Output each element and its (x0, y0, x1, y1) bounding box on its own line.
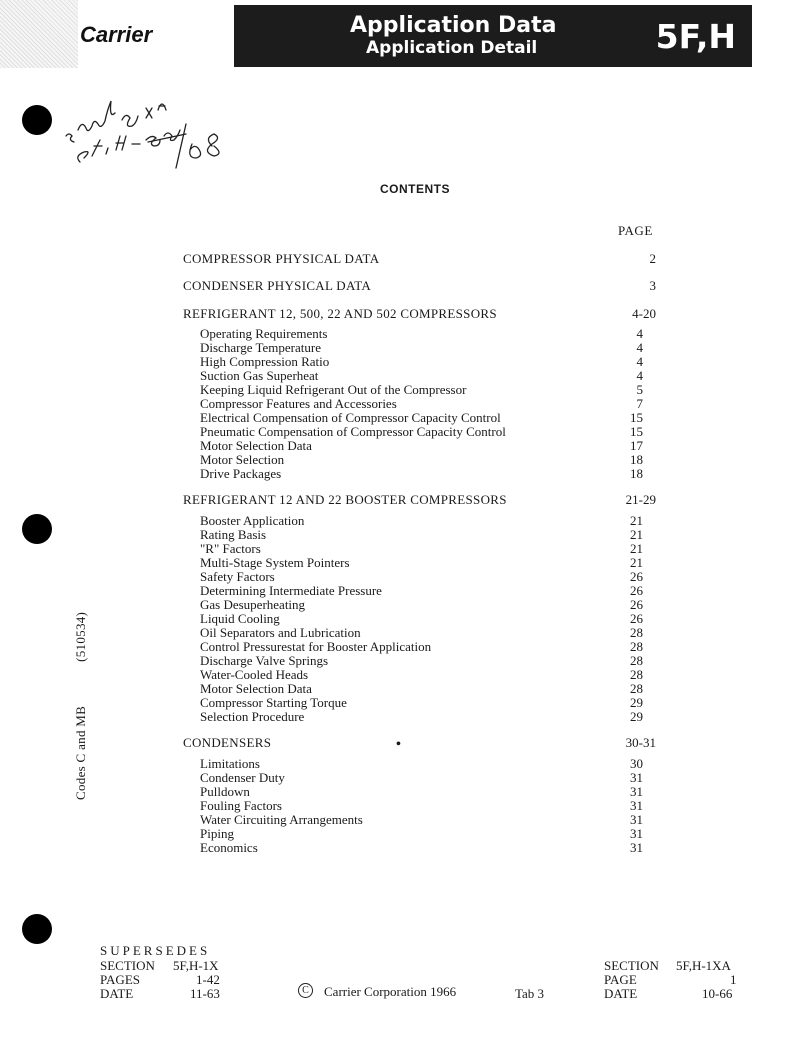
toc-item-page: 26 (630, 611, 643, 626)
footer-left-section-value: 5F,H-1X (173, 958, 219, 973)
toc-item-page: 21 (630, 527, 643, 542)
page-column-header: PAGE (618, 223, 653, 238)
copyright-icon: C (298, 983, 313, 998)
toc-item: Operating Requirements (200, 326, 328, 341)
binder-hole-bottom (22, 914, 52, 944)
toc-item-page: 26 (630, 583, 643, 598)
toc-section-page: 4-20 (632, 306, 656, 321)
toc-section-page: 21-29 (625, 492, 656, 507)
footer-right-section-value: 5F,H-1XA (676, 958, 731, 973)
stray-mark: • (396, 737, 401, 752)
toc-item: High Compression Ratio (200, 354, 330, 369)
contents-title: CONTENTS (380, 182, 450, 196)
toc-item-page: 31 (630, 812, 643, 827)
toc-item-page: 28 (630, 681, 643, 696)
toc-item-page: 21 (630, 513, 643, 528)
toc-item-page: 26 (630, 569, 643, 584)
footer-left-date-label: DATE (100, 986, 134, 1001)
toc-item-page: 4 (636, 340, 643, 355)
toc-item-page: 21 (630, 541, 643, 556)
footer-left-pages-label: PAGES (100, 972, 140, 987)
toc-item: Fouling Factors (200, 798, 282, 813)
toc-item-page: 28 (630, 653, 643, 668)
margin-codes: Codes C and MB (73, 705, 88, 800)
footer-right-page-label: PAGE (604, 972, 637, 987)
toc-item: "R" Factors (200, 541, 261, 556)
toc-item: Water Circuiting Arrangements (200, 812, 363, 827)
toc-item-page: 29 (630, 695, 643, 710)
toc-section-page: 3 (649, 278, 656, 293)
toc-section-page: 30-31 (625, 735, 656, 750)
margin-number: (510534) (73, 611, 88, 662)
toc-item: Compressor Starting Torque (200, 695, 347, 710)
supersedes-label: SUPERSEDES (100, 943, 211, 958)
toc-item: Motor Selection Data (200, 681, 312, 696)
toc-item: Compressor Features and Accessories (200, 396, 397, 411)
toc-item: Safety Factors (200, 569, 275, 584)
binder-hole-middle (22, 514, 52, 544)
toc-item: Determining Intermediate Pressure (200, 583, 382, 598)
toc-item: Pulldown (200, 784, 250, 799)
footer-right-date-label: DATE (604, 986, 638, 1001)
toc-item-page: 18 (630, 466, 643, 481)
logo-smudge (0, 0, 78, 68)
toc-item: Suction Gas Superheat (200, 368, 319, 383)
toc-item: Motor Selection (200, 452, 285, 467)
toc-section-title: REFRIGERANT 12 AND 22 BOOSTER COMPRESSORS (183, 492, 507, 507)
toc-item: Limitations (200, 756, 260, 771)
toc-section-title: COMPRESSOR PHYSICAL DATA (183, 251, 380, 266)
toc-item: Rating Basis (200, 527, 267, 542)
toc-item: Keeping Liquid Refrigerant Out of the Compressor (200, 382, 467, 397)
banner-subtitle: Application Detail (366, 38, 538, 58)
brand-logo: Carrier (80, 22, 153, 47)
toc-item: Pneumatic Compensation of Compressor Capacity Control (200, 424, 506, 439)
footer-right-date-value: 10-66 (702, 986, 733, 1001)
toc-item: Piping (200, 826, 234, 841)
toc-item-page: 26 (630, 597, 643, 612)
toc-item: Selection Procedure (200, 709, 305, 724)
toc-item-page: 4 (636, 354, 643, 369)
margin-note (73, 568, 89, 800)
toc-item-page: 18 (630, 452, 643, 467)
tab-label: Tab 3 (515, 986, 545, 1001)
toc-item-page: 17 (630, 438, 643, 453)
toc-item: Condenser Duty (200, 770, 285, 785)
footer-left-date-value: 11-63 (190, 986, 220, 1001)
toc-item-page: 7 (636, 396, 643, 411)
footer-left-section-label: SECTION (100, 958, 155, 973)
toc-item-page: 15 (630, 424, 643, 439)
toc-item-page: 29 (630, 709, 643, 724)
handwritten-annotation (62, 96, 252, 176)
toc-item: Oil Separators and Lubrication (200, 625, 361, 640)
toc-item: Gas Desuperheating (200, 597, 306, 612)
toc-section-title: CONDENSER PHYSICAL DATA (183, 278, 372, 293)
binder-hole-top (22, 105, 52, 135)
toc-item-page: 31 (630, 826, 643, 841)
toc-item-page: 15 (630, 410, 643, 425)
toc-item-page: 4 (636, 368, 643, 383)
toc-section-title: REFRIGERANT 12, 500, 22 AND 502 COMPRESSORS (183, 306, 497, 321)
toc-item-page: 28 (630, 639, 643, 654)
toc-item: Discharge Temperature (200, 340, 321, 355)
toc-item-page: 31 (630, 798, 643, 813)
toc-section-title: CONDENSERS (183, 735, 272, 750)
toc-item-page: 4 (636, 326, 643, 341)
toc-item-page: 5 (636, 382, 643, 397)
toc-item: Water-Cooled Heads (200, 667, 309, 682)
toc-item: Multi-Stage System Pointers (200, 555, 350, 570)
toc-item: Booster Application (200, 513, 305, 528)
toc-item-page: 21 (630, 555, 643, 570)
toc-item-page: 28 (630, 667, 643, 682)
toc-item-page: 31 (630, 840, 643, 855)
toc-item: Motor Selection Data (200, 438, 312, 453)
footer-right-section-label: SECTION (604, 958, 659, 973)
toc-item-page: 28 (630, 625, 643, 640)
banner-code: 5F,H (655, 17, 736, 56)
toc-section-page: 2 (649, 251, 656, 266)
toc-item: Liquid Cooling (200, 611, 280, 626)
toc-item-page: 31 (630, 770, 643, 785)
toc-item-page: 30 (630, 756, 643, 771)
footer-left-pages-value: 1-42 (196, 972, 220, 987)
footer-right-page-value: 1 (730, 972, 737, 987)
toc-item-page: 31 (630, 784, 643, 799)
toc-item: Control Pressurestat for Booster Application (200, 639, 432, 654)
toc-item: Discharge Valve Springs (200, 653, 329, 668)
toc-item: Economics (200, 840, 258, 855)
header-banner (234, 5, 752, 67)
copyright-text: Carrier Corporation 1966 (324, 984, 457, 999)
banner-title: Application Data (350, 13, 557, 38)
toc-item: Drive Packages (200, 466, 282, 481)
toc-item: Electrical Compensation of Compressor Capacity Control (200, 410, 501, 425)
